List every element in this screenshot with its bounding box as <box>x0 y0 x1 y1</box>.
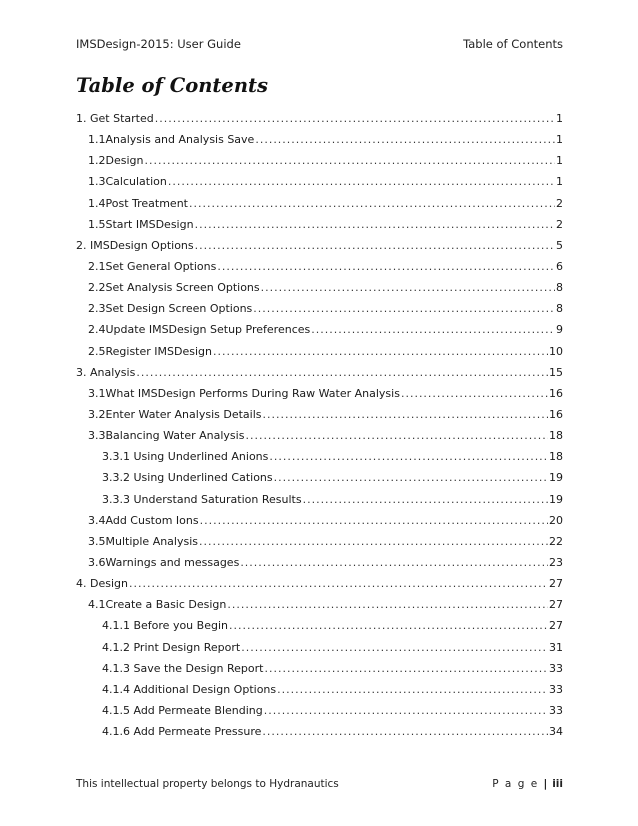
toc-entry-page: 1 <box>556 175 563 189</box>
toc-entry-number: 3.1 <box>88 386 106 400</box>
toc-entry-page: 33 <box>549 682 563 696</box>
toc-entry-label: 1. Get Started <box>76 112 154 126</box>
toc-entry-number: 2.1 <box>88 260 106 274</box>
toc-entry-number: 2.3 <box>88 302 106 316</box>
toc-entry-label: Register IMSDesign <box>105 344 212 358</box>
toc-entry[interactable] <box>76 193 563 214</box>
toc-entry[interactable] <box>76 383 563 404</box>
toc-entry-label: 3. Analysis <box>76 365 136 379</box>
toc-entry-label: Post Treatment <box>105 196 188 210</box>
toc-entry[interactable] <box>76 341 563 362</box>
toc-entry-page: 15 <box>549 365 563 379</box>
toc-entry[interactable] <box>76 404 563 425</box>
toc-entry-page: 27 <box>549 577 563 591</box>
toc-entry[interactable] <box>76 467 563 488</box>
toc-entry-label: Balancing Water Analysis <box>105 429 245 443</box>
toc-dot-leader <box>261 281 555 294</box>
toc-entry-label: 3.3.3 Understand Saturation Results <box>102 492 302 506</box>
toc-entry-page: 1 <box>556 154 563 168</box>
toc-entry-label: Calculation <box>105 175 167 189</box>
toc-dot-leader <box>277 683 548 696</box>
toc-entry-number: 1.1 <box>88 133 106 147</box>
toc-entry[interactable] <box>76 658 563 679</box>
toc-entry-label: 3.3.2 Using Underlined Cations <box>102 471 273 485</box>
toc-entry-page: 8 <box>556 281 563 295</box>
toc-entry-label: Start IMSDesign <box>105 217 194 231</box>
toc-dot-leader <box>264 704 548 717</box>
toc-entry[interactable] <box>76 319 563 340</box>
footer-page-number <box>492 778 563 790</box>
toc-entry-number: 3.3 <box>88 429 106 443</box>
toc-entry-number: 1.5 <box>88 217 106 231</box>
toc-entry-number: 3.2 <box>88 408 106 422</box>
footer-page-separator: | <box>543 778 548 790</box>
toc-entry-number: 3.5 <box>88 534 106 548</box>
toc-dot-leader <box>240 556 548 569</box>
toc-dot-leader <box>269 450 548 463</box>
toc-entry-label: Create a Basic Design <box>105 598 227 612</box>
toc-dot-leader <box>136 366 548 379</box>
toc-entry-label: Set Design Screen Options <box>105 302 253 316</box>
toc-entry-label: Set General Options <box>105 260 217 274</box>
toc-entry-label: 3.3.1 Using Underlined Anions <box>102 450 269 464</box>
toc-entry-label: Warnings and messages <box>105 556 240 570</box>
toc-dot-leader <box>195 239 555 252</box>
toc-entry-label: 4. Design <box>76 577 128 591</box>
toc-entry-label: Enter Water Analysis Details <box>105 408 262 422</box>
toc-dot-leader <box>195 218 555 231</box>
toc-entry-label: Design <box>105 154 144 168</box>
toc-entry-number: 2.5 <box>88 344 106 358</box>
toc-entry[interactable] <box>76 235 563 256</box>
toc-entry[interactable] <box>76 700 563 721</box>
toc-entry-page: 34 <box>549 725 563 739</box>
toc-entry-page: 8 <box>556 302 563 316</box>
toc-entry[interactable] <box>76 129 563 150</box>
toc-dot-leader <box>217 260 555 273</box>
toc-entry-page: 33 <box>549 661 563 675</box>
toc-entry-label: 4.1.2 Print Design Report <box>102 640 241 654</box>
toc-entry-label: 4.1.1 Before you Begin <box>102 619 228 633</box>
toc-entry-page: 18 <box>549 429 563 443</box>
toc-dot-leader <box>245 429 548 442</box>
toc-entry[interactable] <box>76 489 563 510</box>
toc-entry[interactable] <box>76 531 563 552</box>
running-header-title: IMSDesign-2015: User Guide <box>76 37 241 51</box>
toc-entry-number: 1.3 <box>88 175 106 189</box>
toc-dot-leader <box>129 577 548 590</box>
toc-dot-leader <box>168 175 555 188</box>
toc-entry-label: Analysis and Analysis Save <box>105 133 255 147</box>
page-title: Table of Contents <box>76 74 268 97</box>
toc-entry-number: 4.1 <box>88 598 106 612</box>
toc-entry[interactable] <box>76 446 563 467</box>
toc-entry-number: 3.6 <box>88 556 106 570</box>
toc-entry-page: 2 <box>556 217 563 231</box>
toc-entry-page: 1 <box>556 112 563 126</box>
toc-entry-label: 4.1.6 Add Permeate Pressure <box>102 725 262 739</box>
running-header-section: Table of Contents <box>463 37 563 51</box>
toc-entry-number: 3.4 <box>88 513 106 527</box>
toc-entry-number: 2.4 <box>88 323 106 337</box>
toc-dot-leader <box>311 323 555 336</box>
toc-entry-page: 16 <box>549 386 563 400</box>
toc-list <box>76 108 563 742</box>
toc-dot-leader <box>303 493 548 506</box>
toc-entry-page: 19 <box>549 471 563 485</box>
toc-entry-label: 4.1.3 Save the Design Report <box>102 661 264 675</box>
toc-dot-leader <box>189 197 555 210</box>
toc-entry-label: 4.1.4 Additional Design Options <box>102 682 277 696</box>
toc-dot-leader <box>264 662 548 675</box>
toc-entry-page: 16 <box>549 408 563 422</box>
toc-entry-page: 6 <box>556 260 563 274</box>
toc-entry-page: 18 <box>549 450 563 464</box>
toc-entry-label: Update IMSDesign Setup Preferences <box>105 323 311 337</box>
toc-entry-number: 1.2 <box>88 154 106 168</box>
toc-dot-leader <box>262 725 548 738</box>
toc-entry-label: Multiple Analysis <box>105 534 199 548</box>
toc-entry-page: 20 <box>549 513 563 527</box>
toc-dot-leader <box>155 112 555 125</box>
toc-entry-number: 2.2 <box>88 281 106 295</box>
toc-entry[interactable] <box>76 256 563 277</box>
toc-entry[interactable] <box>76 425 563 446</box>
toc-entry-page: 27 <box>549 619 563 633</box>
toc-dot-leader <box>213 345 548 358</box>
footer-page-word: P a g e <box>492 778 539 790</box>
toc-dot-leader <box>263 408 549 421</box>
toc-entry-page: 19 <box>549 492 563 506</box>
toc-entry[interactable] <box>76 298 563 319</box>
toc-entry-page: 10 <box>549 344 563 358</box>
toc-entry[interactable] <box>76 510 563 531</box>
toc-entry-page: 5 <box>556 238 563 252</box>
toc-entry[interactable] <box>76 171 563 192</box>
toc-entry-page: 2 <box>556 196 563 210</box>
toc-entry-label: Add Custom Ions <box>105 513 199 527</box>
toc-entry[interactable] <box>76 573 563 594</box>
toc-entry-page: 1 <box>556 133 563 147</box>
toc-entry-label: 2. IMSDesign Options <box>76 238 194 252</box>
toc-dot-leader <box>229 619 548 632</box>
toc-dot-leader <box>253 302 555 315</box>
toc-entry-page: 9 <box>556 323 563 337</box>
toc-dot-leader <box>255 133 555 146</box>
toc-entry[interactable] <box>76 362 563 383</box>
footer-ownership-note: This intellectual property belongs to Hydranautics <box>76 778 339 790</box>
toc-entry[interactable] <box>76 679 563 700</box>
toc-entry[interactable] <box>76 108 563 129</box>
toc-entry-page: 23 <box>549 556 563 570</box>
toc-entry-label: What IMSDesign Performs During Raw Water Analysis <box>105 386 400 400</box>
toc-entry[interactable] <box>76 615 563 636</box>
toc-dot-leader <box>401 387 548 400</box>
toc-entry[interactable] <box>76 552 563 573</box>
toc-entry[interactable] <box>76 594 563 615</box>
toc-entry[interactable] <box>76 214 563 235</box>
toc-dot-leader <box>200 514 548 527</box>
toc-dot-leader <box>241 641 548 654</box>
toc-entry[interactable] <box>76 637 563 658</box>
toc-entry-page: 27 <box>549 598 563 612</box>
toc-entry[interactable] <box>76 721 563 742</box>
toc-entry-label: Set Analysis Screen Options <box>105 281 260 295</box>
toc-entry-page: 22 <box>549 534 563 548</box>
toc-entry-number: 1.4 <box>88 196 106 210</box>
toc-dot-leader <box>274 471 548 484</box>
toc-entry-page: 31 <box>549 640 563 654</box>
toc-entry[interactable] <box>76 277 563 298</box>
toc-dot-leader <box>227 598 548 611</box>
toc-dot-leader <box>199 535 548 548</box>
toc-entry[interactable] <box>76 150 563 171</box>
toc-entry-label: 4.1.5 Add Permeate Blending <box>102 704 263 717</box>
footer-page-num: iii <box>552 778 563 790</box>
toc-dot-leader <box>144 154 555 167</box>
toc-entry-page: 33 <box>549 704 563 717</box>
